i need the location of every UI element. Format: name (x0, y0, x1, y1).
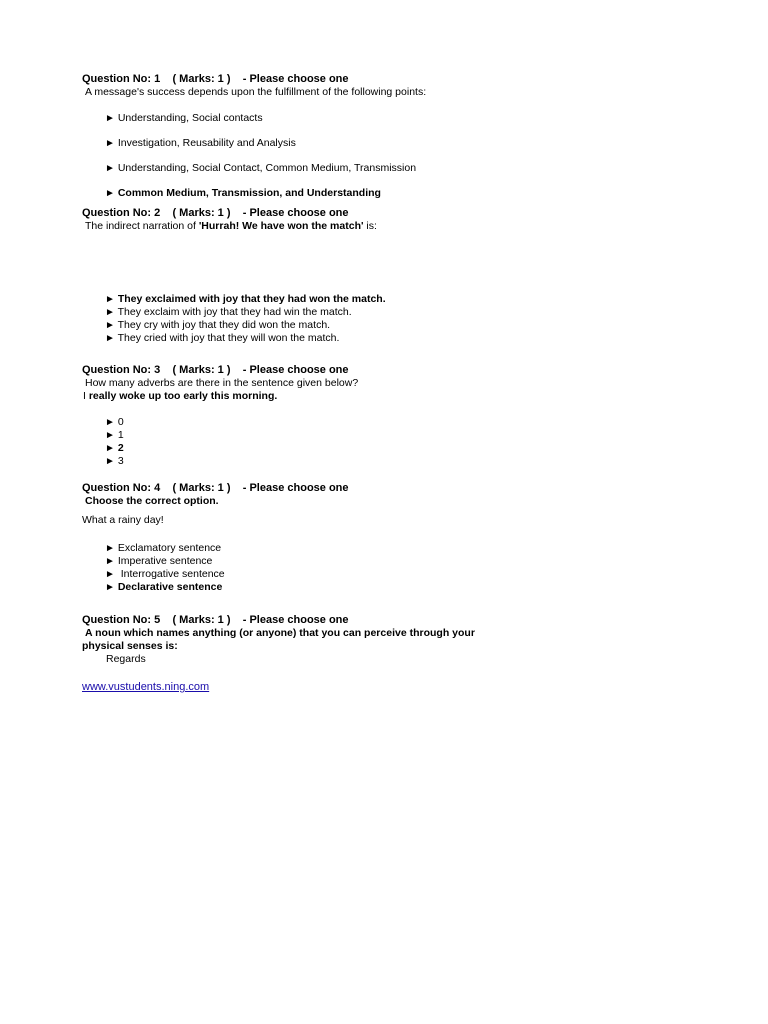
question-1-option-3[interactable]: ► Understanding, Social Contact, Common Medium, Transmission (105, 162, 417, 174)
question-4 (82, 481, 682, 594)
question-4-sentence: What a rainy day! (82, 514, 164, 526)
arrow-icon: ► (105, 543, 115, 554)
question-2-options (82, 293, 682, 345)
question-3-option-2[interactable]: ► 1 (105, 429, 124, 441)
regards-text: Regards (106, 653, 146, 665)
question-4-option-1[interactable]: ► Exclamatory sentence (105, 542, 222, 554)
arrow-icon: ► (105, 443, 115, 454)
arrow-icon: ► (105, 138, 115, 149)
question-3-option-4[interactable]: ► 3 (105, 455, 124, 467)
arrow-icon: ► (105, 333, 115, 344)
question-4-prompt: Choose the correct option. (85, 495, 219, 507)
question-1-option-2[interactable]: ► Investigation, Reusability and Analysis (105, 137, 296, 149)
arrow-icon: ► (105, 456, 115, 467)
question-3-options (82, 416, 682, 468)
question-3-header: Question No: 3 ( Marks: 1 ) - Please choose one (82, 364, 349, 376)
arrow-icon: ► (105, 569, 115, 580)
arrow-icon: ► (105, 417, 115, 428)
question-3 (82, 363, 682, 468)
footer-link[interactable]: www.vustudents.ning.com (82, 681, 210, 693)
question-1-prompt: A message's success depends upon the fulfillment of the following points: (85, 86, 427, 98)
footer (82, 681, 682, 693)
question-4-header: Question No: 4 ( Marks: 1 ) - Please choose one (82, 482, 349, 494)
question-1 (82, 72, 682, 200)
arrow-icon: ► (105, 430, 115, 441)
question-2 (82, 206, 682, 345)
question-2-prompt: The indirect narration of 'Hurrah! We have won the match' is: (85, 220, 377, 232)
quiz-page (82, 72, 682, 693)
question-5-prompt-line1: A noun which names anything (or anyone) that you can perceive through your (85, 627, 475, 639)
question-4-options (82, 542, 682, 594)
question-1-header: Question No: 1 ( Marks: 1 ) - Please choose one (82, 73, 349, 85)
question-1-option-1[interactable]: ► Understanding, Social contacts (105, 112, 263, 124)
question-2-option-1[interactable]: ► They exclaimed with joy that they had won the match. (105, 293, 386, 305)
arrow-icon: ► (105, 113, 115, 124)
question-3-option-1[interactable]: ► 0 (105, 416, 124, 428)
question-3-option-3[interactable]: ► 2 (105, 442, 124, 454)
question-5-header: Question No: 5 ( Marks: 1 ) - Please choose one (82, 614, 349, 626)
arrow-icon: ► (105, 582, 115, 593)
arrow-icon: ► (105, 294, 115, 305)
question-4-option-2[interactable]: ► Imperative sentence (105, 555, 213, 567)
arrow-icon: ► (105, 307, 115, 318)
question-3-sentence: I really woke up too early this morning. (83, 390, 278, 402)
arrow-icon: ► (105, 320, 115, 331)
question-2-option-3[interactable]: ► They cry with joy that they did won the match. (105, 319, 331, 331)
arrow-icon: ► (105, 188, 115, 199)
question-5-prompt-line2: physical senses is: (82, 640, 178, 652)
question-3-prompt: How many adverbs are there in the sentence given below? (85, 377, 359, 389)
question-2-header: Question No: 2 ( Marks: 1 ) - Please choose one (82, 207, 349, 219)
question-5 (82, 613, 682, 666)
question-1-option-4[interactable]: ► Common Medium, Transmission, and Understanding (105, 187, 381, 199)
question-4-option-4[interactable]: ► Declarative sentence (105, 581, 223, 593)
question-2-option-2[interactable]: ► They exclaim with joy that they had win the match. (105, 306, 352, 318)
question-4-option-3[interactable]: ► Interrogative sentence (105, 568, 225, 580)
question-1-options (82, 112, 682, 200)
arrow-icon: ► (105, 556, 115, 567)
arrow-icon: ► (105, 163, 115, 174)
question-2-option-4[interactable]: ► They cried with joy that they will won the match. (105, 332, 340, 344)
